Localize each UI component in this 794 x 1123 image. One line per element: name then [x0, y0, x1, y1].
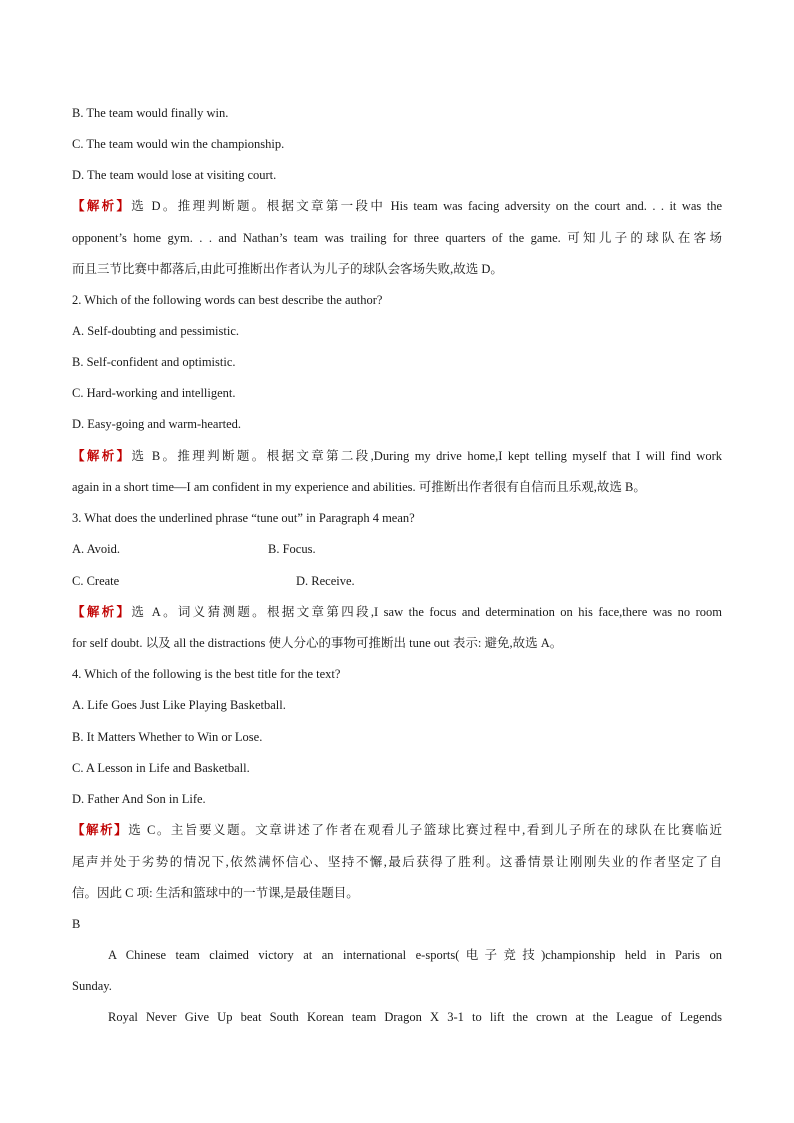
q2-analysis-line-2: again in a short time—I am confident in my experience and abilities. 可推断出作者很有自信而且乐观,故选 B。 — [72, 480, 646, 494]
q1-option-d: D. The team would lose at visiting court. — [72, 168, 277, 182]
q1-option-c: C. The team would win the championship. — [72, 137, 285, 151]
q2-stem: 2. Which of the following words can best describe the author? — [72, 293, 383, 307]
q3-option-a: A. Avoid. — [72, 542, 121, 556]
q1-analysis-line-2: opponent’s home gym. . . and Nathan’s team was trailing for three quarters of the game. 可知儿子的球队在客场 — [72, 231, 722, 245]
q2-option-a: A. Self-doubting and pessimistic. — [72, 324, 239, 338]
q2-option-c: C. Hard-working and intelligent. — [72, 386, 236, 400]
q4-analysis-line-2: 尾声并处于劣势的情况下,依然满怀信心、坚持不懈,最后获得了胜利。这番情景让刚刚失业的作者坚定了自 — [72, 855, 722, 869]
q4-stem: 4. Which of the following is the best title for the text? — [72, 667, 341, 681]
q3-option-b: B. Focus. — [268, 542, 316, 556]
q3-options-row-2 — [72, 573, 722, 589]
passage-b-p1-line-1: A Chinese team claimed victory at an international e-sports(电子竞技)championship held in Paris on — [108, 948, 722, 962]
q3-analysis-line-2: for self doubt. 以及 all the distractions 使人分心的事物可推断出 tune out 表示: 避免,故选 A。 — [72, 636, 563, 650]
passage-b-p1-line-2: Sunday. — [72, 979, 112, 993]
q1-analysis-line-3: 而且三节比赛中都落后,由此可推断出作者认为儿子的球队会客场失败,故选 D。 — [72, 262, 503, 276]
passage-b-p2-line-1: Royal Never Give Up beat South Korean team Dragon X 3-1 to lift the crown at the League of Legends — [108, 1010, 722, 1024]
analysis-tag: 【解析】 — [72, 823, 129, 837]
q3-options-row-1 — [72, 541, 722, 557]
q3-analysis-line-1: 【解析】选 A。词义猜测题。根据文章第四段,I saw the focus and determination on his face,there was no room — [72, 605, 722, 619]
q2-option-d: D. Easy-going and warm-hearted. — [72, 417, 242, 431]
q1-analysis-line-1: 【解析】选 D。推理判断题。根据文章第一段中 His team was facing adversity on the court and. . . it was the — [72, 199, 722, 213]
q2-option-b: B. Self-confident and optimistic. — [72, 355, 236, 369]
q4-analysis-line-3: 信。因此 C 项: 生活和篮球中的一节课,是最佳题目。 — [72, 886, 359, 900]
passage-b-label: B — [72, 917, 81, 931]
analysis-tag: 【解析】 — [72, 199, 132, 213]
q3-stem: 3. What does the underlined phrase “tune out” in Paragraph 4 mean? — [72, 511, 415, 525]
q2-analysis-line-1: 【解析】选 B。推理判断题。根据文章第二段,During my drive home,I kept telling myself that I will find work — [72, 449, 722, 463]
analysis-tag: 【解析】 — [72, 449, 132, 463]
q3-option-d: D. Receive. — [296, 574, 355, 588]
q4-analysis-line-1: 【解析】选 C。主旨要义题。文章讲述了作者在观看儿子篮球比赛过程中,看到儿子所在的球队在比赛临近 — [72, 823, 722, 837]
q4-option-c: C. A Lesson in Life and Basketball. — [72, 761, 250, 775]
analysis-tag: 【解析】 — [72, 605, 132, 619]
q3-option-c: C. Create — [72, 574, 120, 588]
q4-option-a: A. Life Goes Just Like Playing Basketball. — [72, 698, 286, 712]
q1-option-b: B. The team would finally win. — [72, 106, 229, 120]
q4-option-d: D. Father And Son in Life. — [72, 792, 206, 806]
q4-option-b: B. It Matters Whether to Win or Lose. — [72, 730, 263, 744]
